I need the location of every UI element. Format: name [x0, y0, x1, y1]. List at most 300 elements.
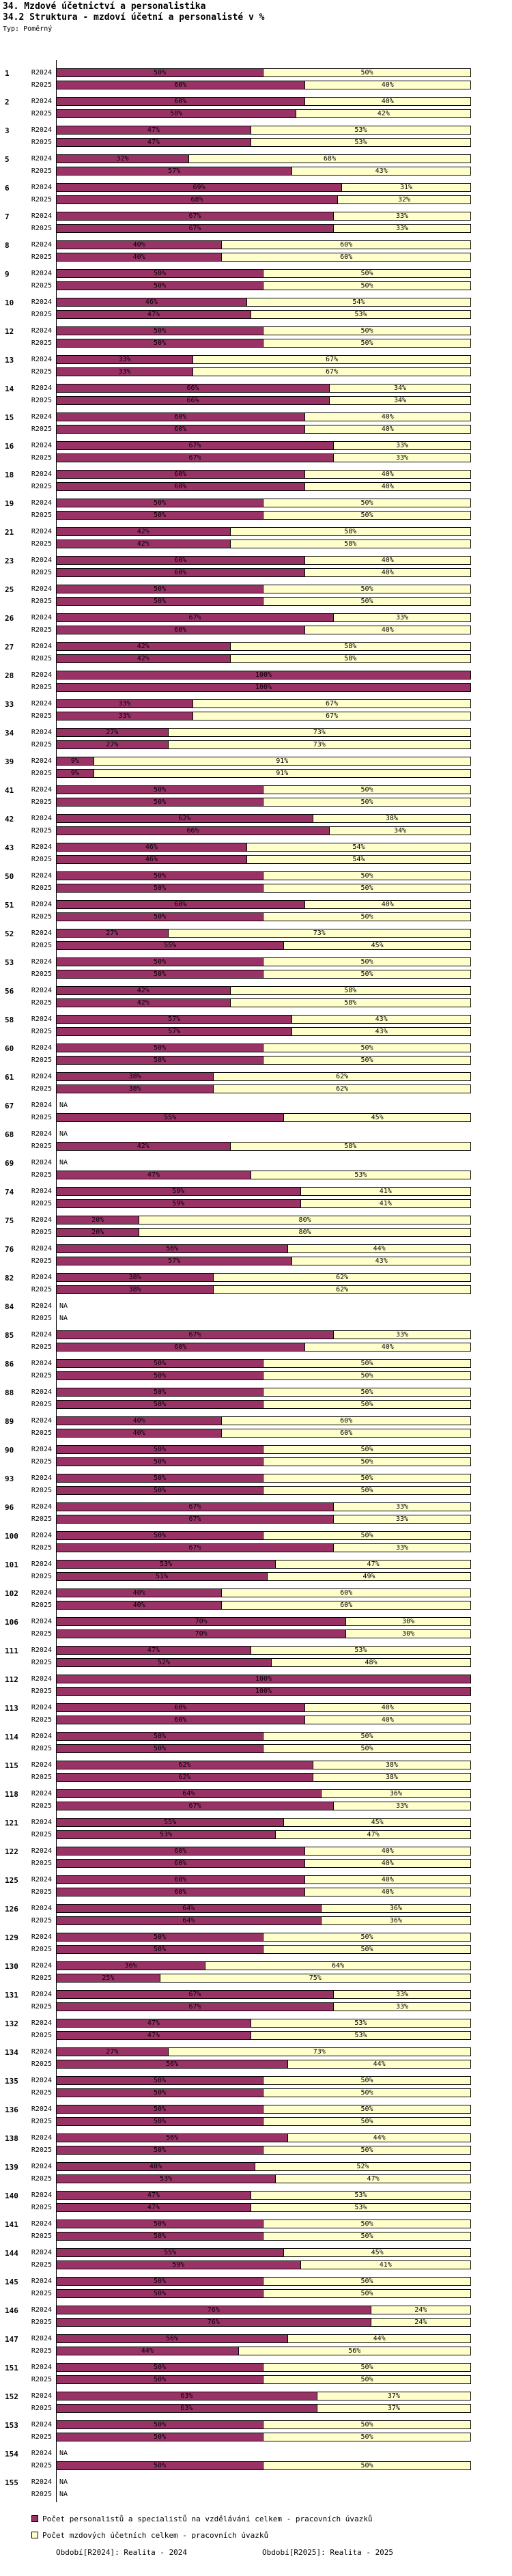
bar-segment-series1	[57, 929, 169, 937]
segment-value-label: 50%	[360, 339, 373, 347]
bar-group	[0, 2363, 512, 2392]
group-number: 122	[5, 1847, 18, 1856]
bar-segment-series2	[264, 970, 470, 978]
stacked-bar	[56, 1330, 471, 1339]
bar-row	[0, 1101, 512, 1110]
group-number: 90	[5, 1446, 14, 1455]
stacked-bar	[56, 2306, 471, 2314]
segment-value-label: 50%	[360, 1446, 373, 1453]
bar-segment-series1	[57, 2175, 276, 2183]
series-period-label: R2024	[31, 815, 52, 822]
bar-row	[0, 814, 512, 823]
series-period-label: R2025	[31, 1286, 52, 1293]
bar-segment-series1	[57, 2433, 264, 2441]
bar-segment-series1	[57, 2462, 264, 2469]
bar-segment-series2	[214, 1274, 470, 1281]
segment-value-label: 42%	[137, 528, 150, 535]
stacked-bar	[56, 1228, 471, 1237]
bar-segment-series1	[57, 987, 231, 994]
stacked-bar	[56, 1486, 471, 1495]
series-period-label: R2025	[31, 483, 52, 490]
bar-row	[0, 269, 512, 278]
series-period-label: R2024	[31, 298, 52, 306]
series-period-label: R2025	[31, 1401, 52, 1408]
group-number: 106	[5, 1618, 18, 1627]
segment-value-label: 38%	[385, 1761, 398, 1769]
stacked-bar	[56, 326, 471, 335]
stacked-bar	[56, 1244, 471, 1253]
stacked-bar	[56, 941, 471, 950]
bar-segment-series1	[57, 2077, 264, 2084]
bar-segment-series1	[57, 1331, 334, 1339]
segment-value-label: 30%	[402, 1630, 415, 1638]
bar-segment-series1	[57, 815, 313, 822]
group-number: 43	[5, 843, 14, 852]
bar-segment-series1	[57, 1417, 222, 1425]
stacked-bar	[56, 912, 471, 921]
segment-value-label: 53%	[354, 2019, 367, 2027]
bar-group	[0, 326, 512, 355]
segment-value-label: 67%	[325, 700, 338, 708]
segment-value-label: 60%	[174, 425, 187, 433]
series-period-label: R2025	[31, 655, 52, 662]
group-number: 89	[5, 1417, 14, 1426]
stacked-bar	[56, 1588, 471, 1597]
bar-row	[0, 798, 512, 807]
segment-value-label: 67%	[188, 1331, 201, 1339]
series-period-label: R2024	[31, 499, 52, 507]
stacked-bar	[56, 2047, 471, 2056]
segment-value-label: 50%	[360, 327, 373, 335]
series-period-label: R2025	[31, 2290, 52, 2297]
bar-row	[0, 1744, 512, 1753]
segment-value-label: 40%	[132, 1589, 145, 1597]
segment-value-label: 47%	[367, 1831, 380, 1838]
stacked-bar	[56, 253, 471, 262]
bar-group	[0, 900, 512, 929]
series-period-label: R2025	[31, 2232, 52, 2240]
stacked-bar	[56, 585, 471, 593]
bar-group	[0, 757, 512, 785]
series-period-label: R2025	[31, 999, 52, 1007]
group-number: 1	[5, 69, 10, 78]
series-period-label: R2024	[31, 700, 52, 708]
segment-value-label: 33%	[395, 1503, 409, 1511]
bar-segment-series1	[57, 2089, 264, 2097]
segment-value-label: 50%	[153, 970, 167, 978]
stacked-bar	[56, 1732, 471, 1741]
bar-row	[0, 2220, 512, 2228]
group-number: 102	[5, 1589, 18, 1598]
stacked-bar	[56, 1273, 471, 1282]
series-period-label: R2024	[31, 1647, 52, 1654]
bar-segment-series1	[57, 2278, 264, 2285]
bar-segment-series2	[305, 569, 470, 576]
bar-segment-series2	[305, 1704, 470, 1711]
series-period-label: R2024	[31, 212, 52, 220]
group-number: 139	[5, 2163, 18, 2172]
segment-value-label: 50%	[153, 598, 167, 605]
series-period-label: R2024	[31, 614, 52, 621]
segment-value-label: 58%	[344, 528, 357, 535]
stacked-bar	[56, 1502, 471, 1511]
segment-value-label: 56%	[166, 1245, 179, 1252]
bar-row	[0, 2404, 512, 2413]
segment-value-label: 50%	[153, 872, 167, 880]
bar-row	[0, 929, 512, 938]
bar-segment-series2	[264, 1946, 470, 1953]
series-period-label: R2025	[31, 1343, 52, 1351]
bar-segment-series1	[57, 225, 334, 232]
bar-row	[0, 2248, 512, 2257]
bar-row	[0, 355, 512, 364]
bar-segment-series1	[57, 1761, 313, 1769]
segment-value-label: 50%	[360, 2421, 373, 2428]
segment-value-label: 45%	[371, 942, 384, 949]
bar-row	[0, 2306, 512, 2314]
group-number: 8	[5, 241, 10, 250]
bar-segment-series1	[57, 1171, 251, 1179]
segment-value-label: 58%	[344, 987, 357, 994]
series-period-label: R2025	[31, 540, 52, 548]
segment-value-label: 27%	[106, 741, 119, 748]
bar-group	[0, 1875, 512, 1904]
group-number: 28	[5, 671, 14, 680]
bar-segment-series2	[264, 2364, 470, 2371]
bar-segment-series2	[222, 253, 470, 261]
series-period-label: R2024	[31, 2163, 52, 2170]
bar-group	[0, 470, 512, 499]
bar-segment-series2	[305, 1860, 470, 1867]
segment-value-label: 50%	[153, 2146, 167, 2154]
segment-value-label: 50%	[153, 884, 167, 892]
bar-row	[0, 1818, 512, 1827]
bar-segment-series2	[264, 798, 470, 806]
bar-row	[0, 1904, 512, 1913]
bar-row	[0, 224, 512, 233]
segment-value-label: 80%	[298, 1216, 311, 1224]
segment-value-label: 44%	[373, 2060, 386, 2068]
bar-segment-series2	[346, 1630, 470, 1638]
stacked-bar	[56, 556, 471, 565]
bar-segment-series1	[57, 1188, 301, 1195]
series-period-label: R2024	[31, 1417, 52, 1425]
bar-row	[0, 1228, 512, 1237]
segment-value-label: 50%	[153, 2364, 167, 2371]
bar-group	[0, 2449, 512, 2478]
segment-value-label: 62%	[336, 1274, 349, 1281]
series-period-label: R2024	[31, 2364, 52, 2371]
bar-group	[0, 1388, 512, 1416]
group-number: 134	[5, 2048, 18, 2057]
bar-row	[0, 1990, 512, 1999]
series-period-label: R2024	[31, 2335, 52, 2342]
stacked-bar	[56, 2232, 471, 2241]
bar-row	[0, 1732, 512, 1741]
bar-segment-series1	[57, 1716, 305, 1724]
bar-row	[0, 240, 512, 249]
group-number: 56	[5, 987, 14, 996]
bar-row	[0, 1273, 512, 1282]
bar-group	[0, 1847, 512, 1875]
segment-value-label: 60%	[174, 1860, 187, 1867]
bar-segment-series2	[222, 1589, 470, 1597]
segment-value-label: 20%	[91, 1229, 104, 1236]
segment-value-label: 60%	[174, 1716, 187, 1724]
bar-group	[0, 1330, 512, 1359]
segment-value-label: 33%	[395, 614, 409, 621]
segment-value-label: 42%	[137, 999, 150, 1007]
stacked-bar	[56, 1716, 471, 1724]
bar-row	[0, 212, 512, 221]
bar-segment-series1	[57, 2232, 264, 2240]
bar-group	[0, 2047, 512, 2076]
segment-value-label: 36%	[389, 1905, 402, 1912]
stacked-bar	[56, 2461, 471, 2470]
bar-segment-series1	[57, 2405, 317, 2412]
bar-segment-series2	[334, 1515, 470, 1523]
segment-value-label: 34%	[393, 384, 406, 392]
segment-value-label: 40%	[132, 1601, 145, 1609]
series-period-label: R2024	[31, 2105, 52, 2113]
series-period-label: R2024	[31, 1388, 52, 1396]
bar-row	[0, 1171, 512, 1179]
bar-segment-series2	[322, 1917, 470, 1924]
series-period-label: R2025	[31, 1688, 52, 1695]
bar-segment-series1	[57, 1360, 264, 1367]
bar-segment-series1	[57, 569, 305, 576]
stacked-bar	[56, 240, 471, 249]
series-period-label: R2025	[31, 81, 52, 89]
bar-row	[0, 1658, 512, 1667]
bar-segment-series2	[330, 384, 470, 392]
series-period-label: R2024	[31, 1905, 52, 1912]
bar-segment-series2	[251, 1647, 470, 1654]
bar-segment-series1	[57, 2364, 264, 2371]
series-period-label: R2025	[31, 1802, 52, 1810]
segment-value-label: 40%	[381, 1888, 394, 1896]
stacked-bar	[56, 1400, 471, 1409]
bar-segment-series2	[264, 2220, 470, 2228]
stacked-bar	[56, 769, 471, 778]
bar-row	[0, 396, 512, 405]
bar-row	[0, 728, 512, 737]
series-period-label: R2025	[31, 139, 52, 146]
bar-group	[0, 269, 512, 298]
bar-row	[0, 2203, 512, 2212]
bar-group	[0, 556, 512, 585]
segment-value-label: 50%	[153, 2232, 167, 2240]
segment-value-label: 60%	[174, 569, 187, 576]
bar-row	[0, 568, 512, 577]
series-period-label: R2025	[31, 1458, 52, 1466]
segment-value-label: 50%	[360, 2278, 373, 2285]
bar-row	[0, 1388, 512, 1397]
stacked-bar	[56, 2133, 471, 2142]
bar-segment-series1	[57, 1429, 222, 1437]
stacked-bar	[56, 138, 471, 147]
segment-value-label: 56%	[166, 2060, 179, 2068]
segment-value-label: 50%	[153, 913, 167, 921]
bar-row	[0, 986, 512, 995]
bar-row	[0, 2174, 512, 2183]
series-period-label: R2024	[31, 528, 52, 535]
series-period-label: R2024	[31, 1360, 52, 1367]
bar-segment-series1	[57, 2118, 264, 2125]
bar-row	[0, 540, 512, 548]
bar-segment-series2	[288, 2060, 470, 2068]
segment-value-label: 40%	[381, 626, 394, 634]
bar-segment-series1	[57, 712, 193, 720]
segment-value-label: 59%	[172, 1200, 185, 1207]
stacked-bar	[56, 167, 471, 176]
bar-row	[0, 998, 512, 1007]
bar-row	[0, 1859, 512, 1868]
series-period-label: R2024	[31, 929, 52, 937]
bar-segment-series1	[57, 1630, 346, 1638]
bar-segment-series1	[57, 212, 334, 220]
segment-value-label: 50%	[153, 2077, 167, 2084]
bar-segment-series1	[57, 528, 231, 535]
group-number: 42	[5, 815, 14, 824]
series-period-label: R2025	[31, 2462, 52, 2469]
group-number: 121	[5, 1819, 18, 1828]
series-period-label: R2025	[31, 1200, 52, 1207]
segment-value-label: 33%	[395, 454, 409, 462]
stacked-bar	[56, 482, 471, 491]
stacked-bar	[56, 2318, 471, 2327]
segment-value-label: 50%	[360, 499, 373, 507]
bar-group	[0, 1101, 512, 1130]
stacked-bar	[56, 1285, 471, 1294]
bar-segment-series2	[214, 1286, 470, 1293]
bar-row	[0, 1158, 512, 1167]
segment-value-label: 33%	[395, 442, 409, 449]
bar-row	[0, 1400, 512, 1409]
series-period-label: R2024	[31, 2478, 52, 2486]
segment-value-label: 50%	[360, 2376, 373, 2383]
bar-segment-series1	[57, 499, 264, 507]
segment-value-label: 53%	[354, 1647, 367, 1654]
segment-value-label: 40%	[132, 253, 145, 261]
series-period-label: R2025	[31, 196, 52, 204]
segment-value-label: 62%	[336, 1286, 349, 1293]
group-number: 34	[5, 729, 14, 738]
group-number: 74	[5, 1188, 14, 1196]
stacked-bar	[56, 1761, 471, 1769]
bar-segment-series1	[57, 958, 264, 966]
bar-segment-series2	[276, 2175, 470, 2183]
bar-segment-series2	[301, 1188, 470, 1195]
group-number: 52	[5, 929, 14, 938]
bar-segment-series1	[57, 139, 251, 146]
bar-group	[0, 499, 512, 527]
segment-value-label: 50%	[360, 2462, 373, 2469]
bar-segment-series1	[57, 1028, 292, 1035]
bar-segment-series1	[57, 1888, 305, 1896]
series-period-label: R2025	[31, 970, 52, 978]
series-period-label: R2024	[31, 1474, 52, 1482]
stacked-bar	[56, 986, 471, 995]
legend-item-series1	[31, 2515, 372, 2523]
bar-segment-series2	[272, 1659, 470, 1666]
bar-row	[0, 2060, 512, 2069]
series-period-label: R2024	[31, 2450, 52, 2457]
segment-value-label: 47%	[367, 1560, 380, 1568]
stacked-bar	[56, 1113, 471, 1122]
segment-value-label: 67%	[325, 712, 338, 720]
segment-value-label: 76%	[207, 2306, 220, 2314]
stacked-bar	[56, 470, 471, 479]
bar-segment-series1	[57, 196, 338, 204]
bar-row	[0, 2117, 512, 2126]
segment-value-label: 50%	[360, 512, 373, 519]
series-period-label: R2024	[31, 327, 52, 335]
bar-row	[0, 1486, 512, 1495]
bar-segment-series1	[57, 298, 247, 306]
series-period-label: R2024	[31, 471, 52, 478]
bar-row	[0, 2146, 512, 2155]
series-period-label: R2024	[31, 270, 52, 277]
segment-value-label: 43%	[375, 167, 388, 175]
bar-group	[0, 1502, 512, 1531]
group-number: 113	[5, 1704, 18, 1713]
segment-value-label: 43%	[375, 1028, 388, 1035]
series-period-label: R2024	[31, 1102, 52, 1109]
bar-segment-series1	[57, 425, 305, 433]
segment-value-label: 50%	[153, 1056, 167, 1064]
bar-segment-series1	[57, 442, 334, 449]
segment-value-label: 47%	[147, 2204, 160, 2211]
segment-value-label: 53%	[354, 1171, 367, 1179]
segment-value-label: 50%	[360, 1946, 373, 1953]
segment-value-label: 47%	[147, 2019, 160, 2027]
segment-value-label: 38%	[128, 1073, 141, 1080]
segment-value-label: 40%	[381, 1716, 394, 1724]
series-period-label: R2025	[31, 1372, 52, 1380]
segment-value-label: 50%	[360, 2105, 373, 2113]
bar-row	[0, 2392, 512, 2400]
stacked-bar	[56, 1859, 471, 1868]
stacked-bar	[56, 1646, 471, 1655]
bar-segment-series2	[334, 442, 470, 449]
bar-group	[0, 1789, 512, 1818]
bar-segment-series2	[292, 1016, 470, 1023]
bar-row	[0, 1847, 512, 1856]
bar-segment-series1	[57, 671, 470, 679]
stacked-bar	[56, 1687, 471, 1696]
group-number: 9	[5, 270, 10, 279]
bar-segment-series1	[57, 1847, 305, 1855]
series-period-label: R2025	[31, 368, 52, 376]
segment-value-label: 50%	[153, 512, 167, 519]
series-period-label: R2025	[31, 1774, 52, 1781]
series-period-label: R2025	[31, 2175, 52, 2183]
bar-segment-series1	[57, 1085, 214, 1093]
stacked-bar	[56, 2117, 471, 2126]
segment-value-label: 50%	[360, 913, 373, 921]
series-period-label: R2024	[31, 384, 52, 392]
bar-segment-series2	[264, 786, 470, 794]
bar-segment-series2	[284, 1114, 470, 1121]
segment-value-label: 33%	[395, 1802, 409, 1810]
bar-segment-series2	[264, 512, 470, 519]
bar-row	[0, 1244, 512, 1253]
bar-segment-series1	[57, 2347, 239, 2355]
stacked-bar	[56, 2220, 471, 2228]
bar-group	[0, 2306, 512, 2334]
segment-value-label: 60%	[340, 1601, 353, 1609]
